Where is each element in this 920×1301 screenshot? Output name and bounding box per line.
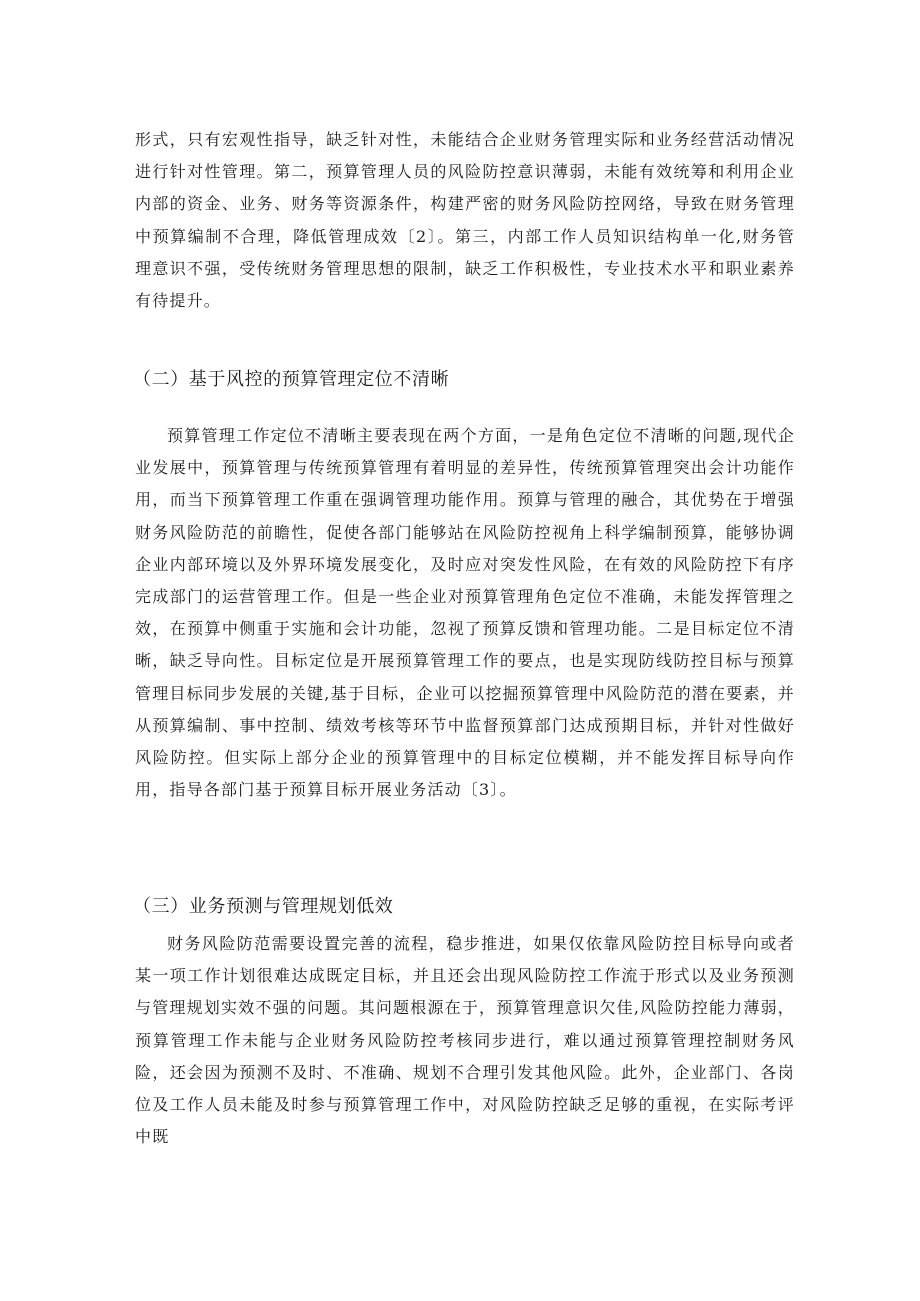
paragraph-continuation: 形式，只有宏观性指导，缺乏针对性，未能结合企业财务管理实际和业务经营活动情况进行针对性管理。第二，预算管理人员的风险防控意识薄弱，未能有效统筹和利用企业内部的资金、业务、财务等资源条件，构建严密的财务风险防控网络，导致在财务管理中预算编制不合理，降低管理成效〔2〕。第三，内部工作人员知识结构单一化,财务管理意识不强，受传统财务管理思想的限制，缺乏工作积极性，专业技术水平和职业素养有待提升。	[135, 130, 795, 311]
section-heading-3: （三）业务预测与管理规划低效	[133, 896, 394, 917]
paragraph-positioning: 预算管理工作定位不清晰主要表现在两个方面，一是角色定位不清晰的问题,现代企业发展中，预算管理与传统预算管理有着明显的差异性，传统预算管理突出会计功能作用，而当下预算管理工作重在强调管理功能作用。预算与管理的融合，其优势在于增强财务风险防范的前瞻性，促使各部门能够站在风险防控视角上科学编制预算，能够协调企业内部环境以及外界环境发展变化，及时应对突发性风险，在有效的风险防控下有序完成部门的运营管理工作。但是一些企业对预算管理角色定位不准确，未能发挥管理之效，在预算中侧重于实施和会计功能，忽视了预算反馈和管理功能。二是目标定位不清晰，缺乏导向性。目标定位是开展预算管理工作的要点，也是实现防线防控目标与预算管理目标同步发展的关键,基于目标，企业可以挖掘预算管理中风险防范的潜在要素，并从预算编制、事中控制、绩效考核等环节中监督预算部门达成预期目标，并针对性做好风险防控。但实际上部分企业的预算管理中的目标定位模糊，并不能发挥目标导向作用，指导各部门基于预算目标开展业务活动〔3〕。	[135, 426, 795, 800]
paragraph-forecasting: 财务风险防范需要设置完善的流程，稳步推进，如果仅依靠风险防控目标导向或者某一项工作计划很难达成既定目标，并且还会出现风险防控工作流于形式以及业务预测与管理规划实效不强的问题。其问题根源在于，预算管理意识欠佳,风险防控能力薄弱，预算管理工作未能与企业财务风险防控考核同步进行，难以通过预算管理控制财务风险，还会因为预测不及时、不准确、规划不合理引发其他风险。此外，企业部门、各岗位及工作人员未能及时参与预算管理工作中，对风险防控缺乏足够的重视，在实际考评中既	[135, 934, 795, 1147]
section-heading-2: （二）基于风控的预算管理定位不清晰	[133, 369, 450, 390]
